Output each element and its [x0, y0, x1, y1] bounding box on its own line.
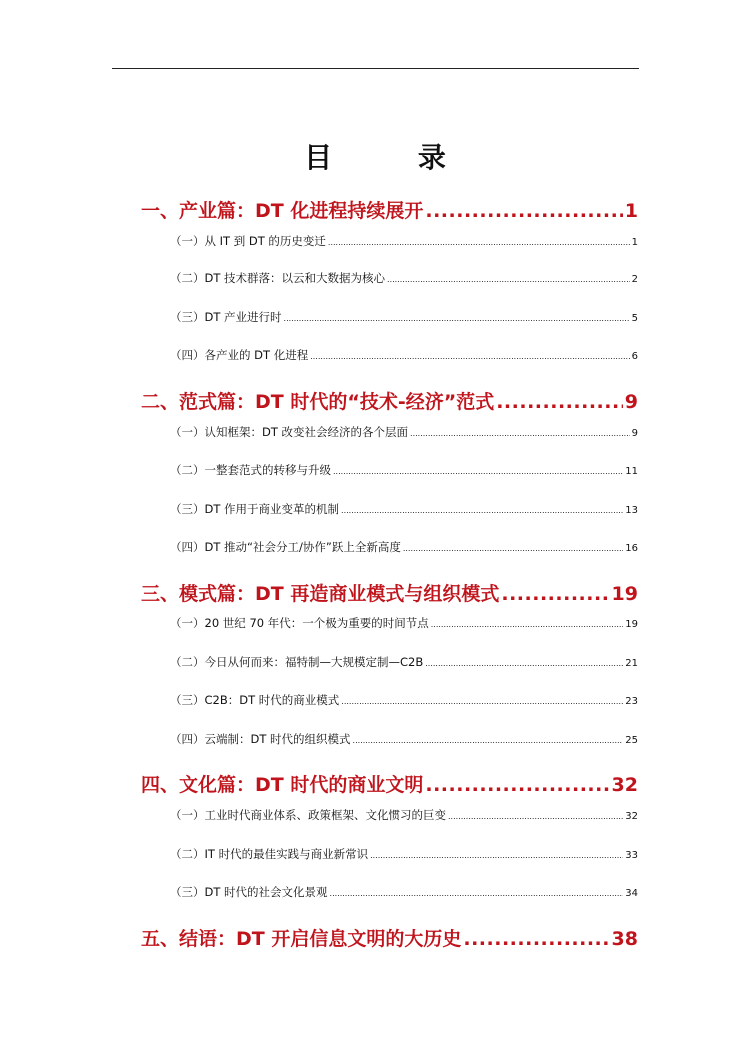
- toc-leader-dots: [284, 314, 630, 323]
- toc-section-label: （一）20 世纪 70 年代：一个极为重要的时间节点: [170, 616, 429, 630]
- toc-chapter-label: 四、文化篇：DT 时代的商业文明: [141, 774, 424, 796]
- toc-chapter-4[interactable]: [141, 770, 638, 797]
- toc-leader-dots: [403, 544, 623, 553]
- toc-section-label: （四）各产业的 DT 化进程: [170, 348, 309, 362]
- toc-section-2-1[interactable]: [170, 424, 638, 440]
- toc-section-page: 25: [625, 735, 638, 746]
- toc-section-3-1[interactable]: [170, 615, 638, 631]
- toc-section-page: 16: [625, 543, 638, 554]
- toc-section-page: 21: [625, 658, 638, 669]
- toc-section-page: 2: [631, 274, 638, 285]
- toc-section-label: （二）一整套范式的转移与升级: [170, 463, 331, 477]
- toc-section-1-4[interactable]: [170, 347, 638, 363]
- page-title: 目 录: [304, 141, 484, 174]
- toc-leader-dots: [341, 697, 623, 706]
- toc-chapter-label: 五、结语：DT 开启信息文明的大历史: [141, 928, 462, 950]
- toc-leader-dots: [341, 506, 623, 515]
- toc-section-page: 33: [625, 850, 638, 861]
- toc-section-1-2[interactable]: [170, 270, 638, 286]
- toc-section-label: （一）从 IT 到 DT 的历史变迁: [170, 234, 326, 248]
- toc-chapter-3[interactable]: [141, 579, 638, 606]
- toc-chapter-page: 9: [624, 391, 638, 413]
- toc-leader-dots: [425, 200, 622, 222]
- toc-leader-dots: [501, 583, 609, 605]
- toc-section-3-2[interactable]: [170, 654, 638, 670]
- toc-leader-dots: [410, 429, 630, 438]
- toc-chapter-label: 二、范式篇：DT 时代的“技术-经济”范式: [141, 391, 495, 413]
- toc-chapter-page: 1: [624, 200, 638, 222]
- toc-section-label: （三）DT 时代的社会文化景观: [170, 885, 328, 899]
- toc-chapter-1[interactable]: [141, 196, 638, 223]
- toc-section-1-3[interactable]: [170, 309, 638, 325]
- toc-leader-dots: [425, 774, 609, 796]
- toc-section-label: （三）DT 作用于商业变革的机制: [170, 502, 340, 516]
- toc-section-1-1[interactable]: [170, 233, 638, 249]
- toc-chapter-label: 一、产业篇：DT 化进程持续展开: [141, 200, 424, 222]
- toc-chapter-page: 32: [611, 774, 638, 796]
- toc-section-page: 34: [625, 888, 638, 899]
- toc-section-label: （一）认知框架：DT 改变社会经济的各个层面: [170, 425, 409, 439]
- toc-section-page: 6: [631, 351, 638, 362]
- toc-section-4-2[interactable]: [170, 846, 638, 862]
- toc-section-page: 32: [625, 811, 638, 822]
- toc-leader-dots: [330, 889, 624, 898]
- toc-section-label: （四）云端制：DT 时代的组织模式: [170, 732, 351, 746]
- toc-section-page: 23: [625, 696, 638, 707]
- toc-section-label: （二）IT 时代的最佳实践与商业新常识: [170, 847, 369, 861]
- toc-chapter-label: 三、模式篇：DT 再造商业模式与组织模式: [141, 583, 500, 605]
- toc-chapter-page: 19: [611, 583, 638, 605]
- toc-section-page: 13: [625, 505, 638, 516]
- toc-section-3-3[interactable]: [170, 692, 638, 708]
- toc-section-label: （三）C2B：DT 时代的商业模式: [170, 693, 340, 707]
- toc-leader-dots: [353, 736, 624, 745]
- toc-section-2-4[interactable]: [170, 539, 638, 555]
- toc-leader-dots: [328, 238, 630, 247]
- toc-section-page: 5: [631, 313, 638, 324]
- toc-leader-dots: [448, 812, 623, 821]
- toc-section-page: 1: [631, 237, 638, 248]
- toc-leader-dots: [387, 275, 630, 284]
- toc-section-page: 19: [625, 619, 638, 630]
- toc-section-label: （二）今日从何而来：福特制—大规模定制—C2B: [170, 655, 424, 669]
- toc-chapter-5[interactable]: [141, 924, 638, 951]
- toc-leader-dots: [496, 391, 623, 413]
- toc-section-page: 11: [625, 466, 638, 477]
- toc-section-4-3[interactable]: [170, 884, 638, 900]
- toc-section-label: （四）DT 推动“社会分工/协作”跃上全新高度: [170, 540, 401, 554]
- toc-section-label: （一）工业时代商业体系、政策框架、文化惯习的巨变: [170, 808, 446, 822]
- toc-chapter-page: 38: [611, 928, 638, 950]
- toc-leader-dots: [425, 659, 623, 668]
- toc-section-2-3[interactable]: [170, 501, 638, 517]
- toc-chapter-2[interactable]: [141, 387, 638, 414]
- toc-section-3-4[interactable]: [170, 731, 638, 747]
- toc-leader-dots: [370, 851, 623, 860]
- toc-section-page: 9: [631, 428, 638, 439]
- toc-leader-dots: [333, 467, 623, 476]
- toc-leader-dots: [310, 352, 629, 361]
- toc-leader-dots: [463, 928, 609, 950]
- toc-section-2-2[interactable]: [170, 462, 638, 478]
- toc-section-label: （三）DT 产业进行时: [170, 310, 282, 324]
- toc-section-4-1[interactable]: [170, 807, 638, 823]
- toc-leader-dots: [431, 620, 624, 629]
- toc-section-label: （二）DT 技术群落：以云和大数据为核心: [170, 271, 386, 285]
